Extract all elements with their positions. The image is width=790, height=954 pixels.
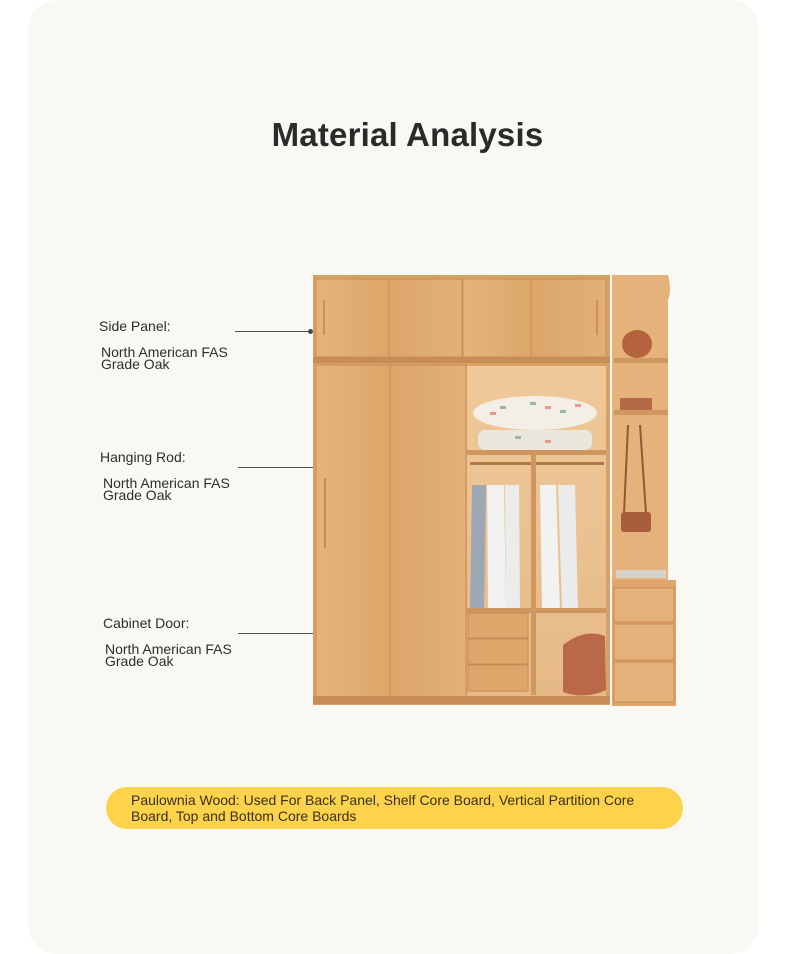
cushion bbox=[563, 633, 606, 695]
page-title: Material Analysis bbox=[271, 116, 544, 153]
label-side-panel-title: Side Panel: bbox=[99, 318, 171, 334]
bag bbox=[621, 512, 651, 532]
cabinet-door bbox=[316, 365, 466, 700]
top-right-door bbox=[463, 279, 606, 357]
banner-text: Paulownia Wood: Used For Back Panel, Shelf Core Board, Vertical Partition Core Board, Top and Bottom Core Boards bbox=[131, 792, 635, 824]
label-cabinet-door-title: Cabinet Door: bbox=[103, 615, 190, 631]
label-cabinet-door-material: North American FAS Grade Oak bbox=[105, 641, 232, 669]
pillow-bottom bbox=[478, 430, 592, 450]
label-hanging-rod-material: North American FAS Grade Oak bbox=[103, 475, 230, 503]
material-banner bbox=[106, 787, 683, 829]
label-side-panel-material: North American FAS Grade Oak bbox=[101, 344, 228, 372]
label-hanging-rod-title: Hanging Rod: bbox=[100, 449, 186, 465]
vase bbox=[622, 330, 652, 358]
